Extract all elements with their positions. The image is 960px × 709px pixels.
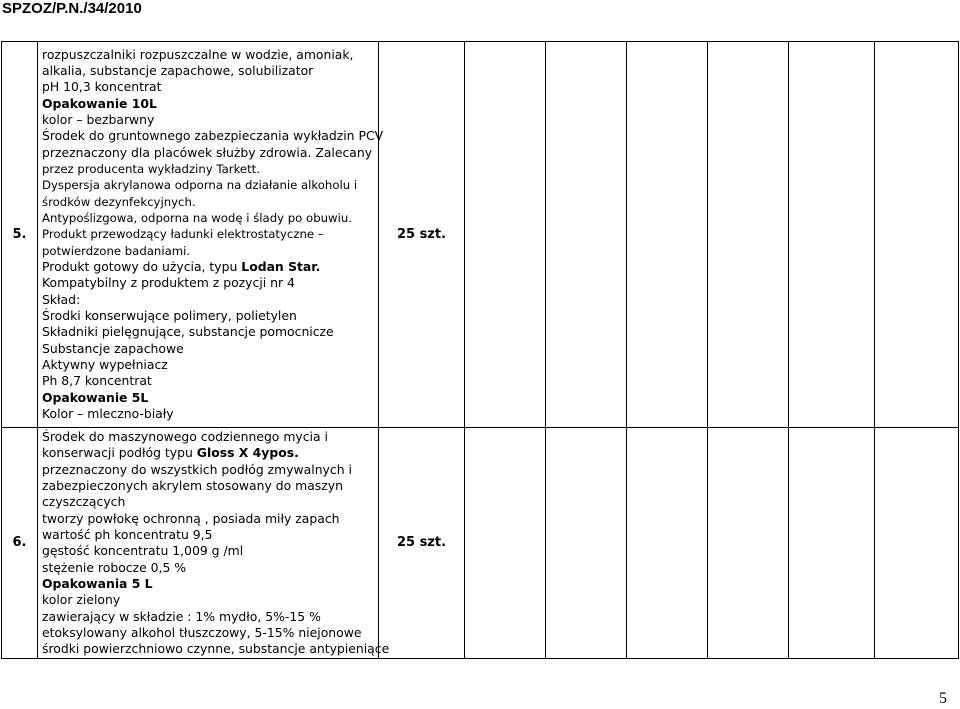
empty-cell (708, 42, 789, 428)
description-line: Opakowanie 5L (42, 389, 149, 405)
description-line: przeznaczony dla placówek służby zdrowia. Zalecany (42, 144, 373, 160)
item-number: 5. (2, 42, 38, 428)
item-quantity: 25 szt. (379, 428, 465, 659)
empty-cell (465, 428, 546, 659)
empty-cell (789, 42, 875, 428)
description-line: stężenie robocze 0,5 % (42, 559, 187, 575)
empty-cell (875, 428, 959, 659)
empty-cell (875, 42, 959, 428)
specification-table (1, 41, 959, 659)
description-line (42, 445, 378, 461)
description-line: potwierdzone badaniami. (42, 243, 191, 258)
description-line: środki powierzchniowo czynne, substancje antypieniące (42, 641, 390, 657)
item-description (38, 428, 390, 659)
item-description (38, 42, 384, 428)
description-line: Kolor – mleczno-biały (42, 406, 174, 422)
description-line: Skład: (42, 291, 81, 307)
empty-cell (627, 42, 708, 428)
description-line: zabezpieczonych akrylem stosowany do maszyn (42, 478, 343, 494)
empty-cell (465, 42, 546, 428)
description-line: kolor zielony (42, 592, 121, 608)
description-line: przez producenta wykładziny Tarkett. (42, 161, 260, 176)
description-line: tworzy powłokę ochronną , posiada miły zapach (42, 510, 340, 526)
description-line: Produkt przewodzący ładunki elektrostatyczne – (42, 227, 324, 242)
description-line: środków dezynfekcyjnych. (42, 194, 196, 209)
description-text: konserwacji podłóg typu (42, 445, 197, 461)
product-name: Lodan Star. (241, 259, 321, 275)
description-line: Środek do gruntownego zabezpieczania wykładzin PCV (42, 128, 384, 144)
description-text: Produkt gotowy do użycia, typu (42, 259, 242, 275)
description-line: czyszczących (42, 494, 126, 510)
description-line: Opakowania 5 L (42, 576, 153, 592)
table-row (2, 42, 959, 428)
page-number: 5 (939, 690, 947, 707)
description-line (42, 259, 378, 275)
product-name: Gloss X 4ypos. (196, 445, 299, 461)
document-code: SPZOZ/P.N./34/2010 (2, 0, 142, 17)
description-line: rozpuszczalniki rozpuszczalne w wodzie, amoniak, (42, 46, 354, 62)
empty-cell (789, 428, 875, 659)
item-quantity: 25 szt. (379, 42, 465, 428)
description-line: Substancje zapachowe (42, 340, 184, 356)
item-number: 6. (2, 428, 38, 659)
table-row (2, 428, 959, 659)
description-line: pH 10,3 koncentrat (42, 79, 162, 95)
empty-cell (627, 428, 708, 659)
description-line: Opakowanie 10L (42, 95, 157, 111)
description-line: alkalia, substancje zapachowe, solubilizator (42, 62, 314, 78)
description-line: Składniki pielęgnujące, substancje pomocnicze (42, 324, 334, 340)
description-line: przeznaczony do wszystkich podłóg zmywalnych i (42, 461, 352, 477)
description-line: zawierający w składzie : 1% mydło, 5%-15 % (42, 608, 321, 624)
description-line: Kompatybilny z produktem z pozycji nr 4 (42, 275, 295, 291)
empty-cell (546, 428, 627, 659)
description-line: Dyspersja akrylanowa odporna na działanie alkoholu i (42, 178, 358, 193)
description-line: kolor – bezbarwny (42, 111, 155, 127)
description-line: wartość ph koncentratu 9,5 (42, 527, 213, 543)
description-line: Ph 8,7 koncentrat (42, 373, 152, 389)
description-line: Środki konserwujące polimery, polietylen (42, 308, 297, 324)
description-line: Antypoślizgowa, odporna na wodę i ślady po obuwiu. (42, 210, 352, 225)
empty-cell (546, 42, 627, 428)
description-line: Aktywny wypełniacz (42, 357, 168, 373)
description-line: gęstość koncentratu 1,009 g /ml (42, 543, 244, 559)
empty-cell (708, 428, 789, 659)
description-line: Środek do maszynowego codziennego mycia i (42, 429, 328, 444)
description-line: etoksylowany alkohol tłuszczowy, 5-15% niejonowe (42, 625, 362, 641)
